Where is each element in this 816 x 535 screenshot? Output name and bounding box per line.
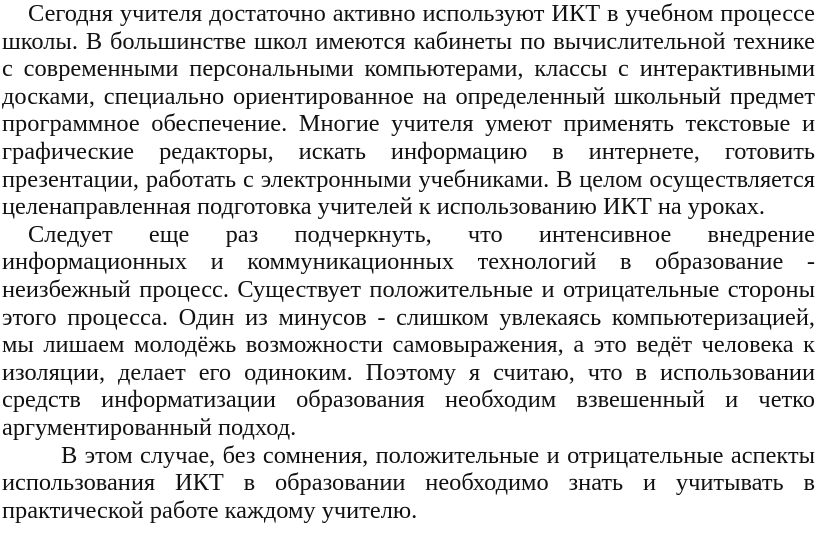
paragraph-1: Сегодня учителя достаточно активно используют ИКТ в учебном процессе школы. В большинстве школ имеются кабинеты по вычислительной технике с современными персональными компьютерами, классы с интерактивными досками, специально ориентированное на определенный школьный предмет программное обеспечение. Многие учителя умеют применять текстовые и графические редакторы, искать информацию в интернете, готовить презентации, работать с электронными учебниками. В целом осуществляется целенаправленная подготовка учителей к использованию ИКТ на уроках.	[2, 0, 815, 221]
paragraph-2: Следует еще раз подчеркнуть, что интенсивное внедрение информационных и коммуникационных технологий в образование - неизбежный процесс. Существует положительные и отрицательные стороны этого процесса. Один из минусов - слишком увлекаясь компьютеризацией, мы лишаем молодёжь возможности самовыражения, а это ведёт человека к изоляции, делает его одиноким. Поэтому я считаю, что в использовании средств информатизации образования необходим взвешенный и четко аргументированный подход.	[2, 220, 815, 441]
paragraph-3: В этом случае, без сомнения, положительные и отрицательные аспекты использования ИКТ в образовании необходимо знать и учитывать в практической работе каждому учителю.	[2, 441, 815, 524]
